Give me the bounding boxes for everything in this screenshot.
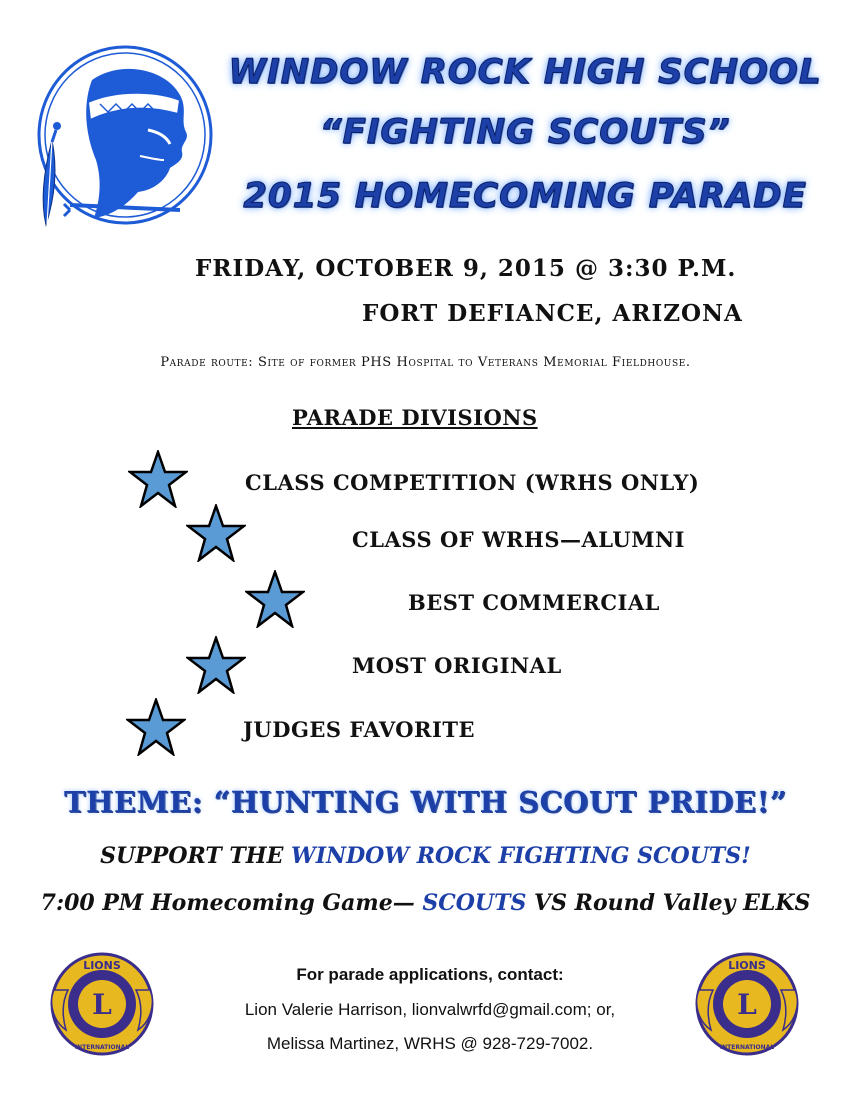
svg-text:L: L <box>737 988 757 1021</box>
star-icon <box>245 570 305 628</box>
parade-route: Parade route: Site of former PHS Hospital to Veterans Memorial Fieldhouse. <box>160 355 691 370</box>
star-icon <box>128 450 188 508</box>
svg-text:LIONS: LIONS <box>83 959 121 972</box>
scouts-mascot-logo <box>30 40 220 230</box>
title-team-name: “FIGHTING SCOUTS” <box>319 112 731 152</box>
contact-line-harrison: Lion Valerie Harrison, lionvalwrfd@gmail.com; or, <box>244 1000 616 1019</box>
lions-international-logo <box>693 950 801 1058</box>
contact-line-martinez: Melissa Martinez, WRHS @ 928-729-7002. <box>266 1034 594 1053</box>
title-event-name: 2015 HOMECOMING PARADE <box>243 176 807 216</box>
game-vs: VS <box>526 890 575 916</box>
svg-text:L: L <box>92 988 112 1021</box>
game-line <box>0 890 851 916</box>
star-icon <box>126 698 186 756</box>
title-school-name: WINDOW ROCK HIGH SCHOOL <box>228 52 822 92</box>
event-location: FORT DEFIANCE, ARIZONA <box>362 300 743 327</box>
parade-theme: THEME: “HUNTING WITH SCOUT PRIDE!” <box>63 785 788 819</box>
game-team1: SCOUTS <box>422 890 527 916</box>
contact-heading: For parade applications, contact: <box>296 965 564 984</box>
support-highlight: WINDOW ROCK FIGHTING SCOUTS! <box>291 843 751 869</box>
division-item: MOST ORIGINAL <box>352 653 562 678</box>
lions-international-logo <box>48 950 156 1058</box>
support-line <box>0 843 851 869</box>
game-prefix: 7:00 PM Homecoming Game— <box>40 890 423 916</box>
svg-text:INTERNATIONAL: INTERNATIONAL <box>719 1044 775 1051</box>
game-team2: Round Valley ELKS <box>574 890 811 916</box>
support-prefix: SUPPORT THE <box>100 843 291 869</box>
divisions-heading: PARADE DIVISIONS <box>292 405 538 430</box>
event-date-time: FRIDAY, OCTOBER 9, 2015 @ 3:30 P.M. <box>195 255 737 282</box>
svg-text:INTERNATIONAL: INTERNATIONAL <box>74 1044 130 1051</box>
star-icon <box>186 504 246 562</box>
star-icon <box>186 636 246 694</box>
division-item: BEST COMMERCIAL <box>408 590 660 615</box>
division-item: CLASS COMPETITION (WRHS ONLY) <box>245 470 700 495</box>
svg-text:LIONS: LIONS <box>728 959 766 972</box>
division-item: JUDGES FAVORITE <box>243 717 475 742</box>
division-item: CLASS OF WRHS—ALUMNI <box>352 527 685 552</box>
